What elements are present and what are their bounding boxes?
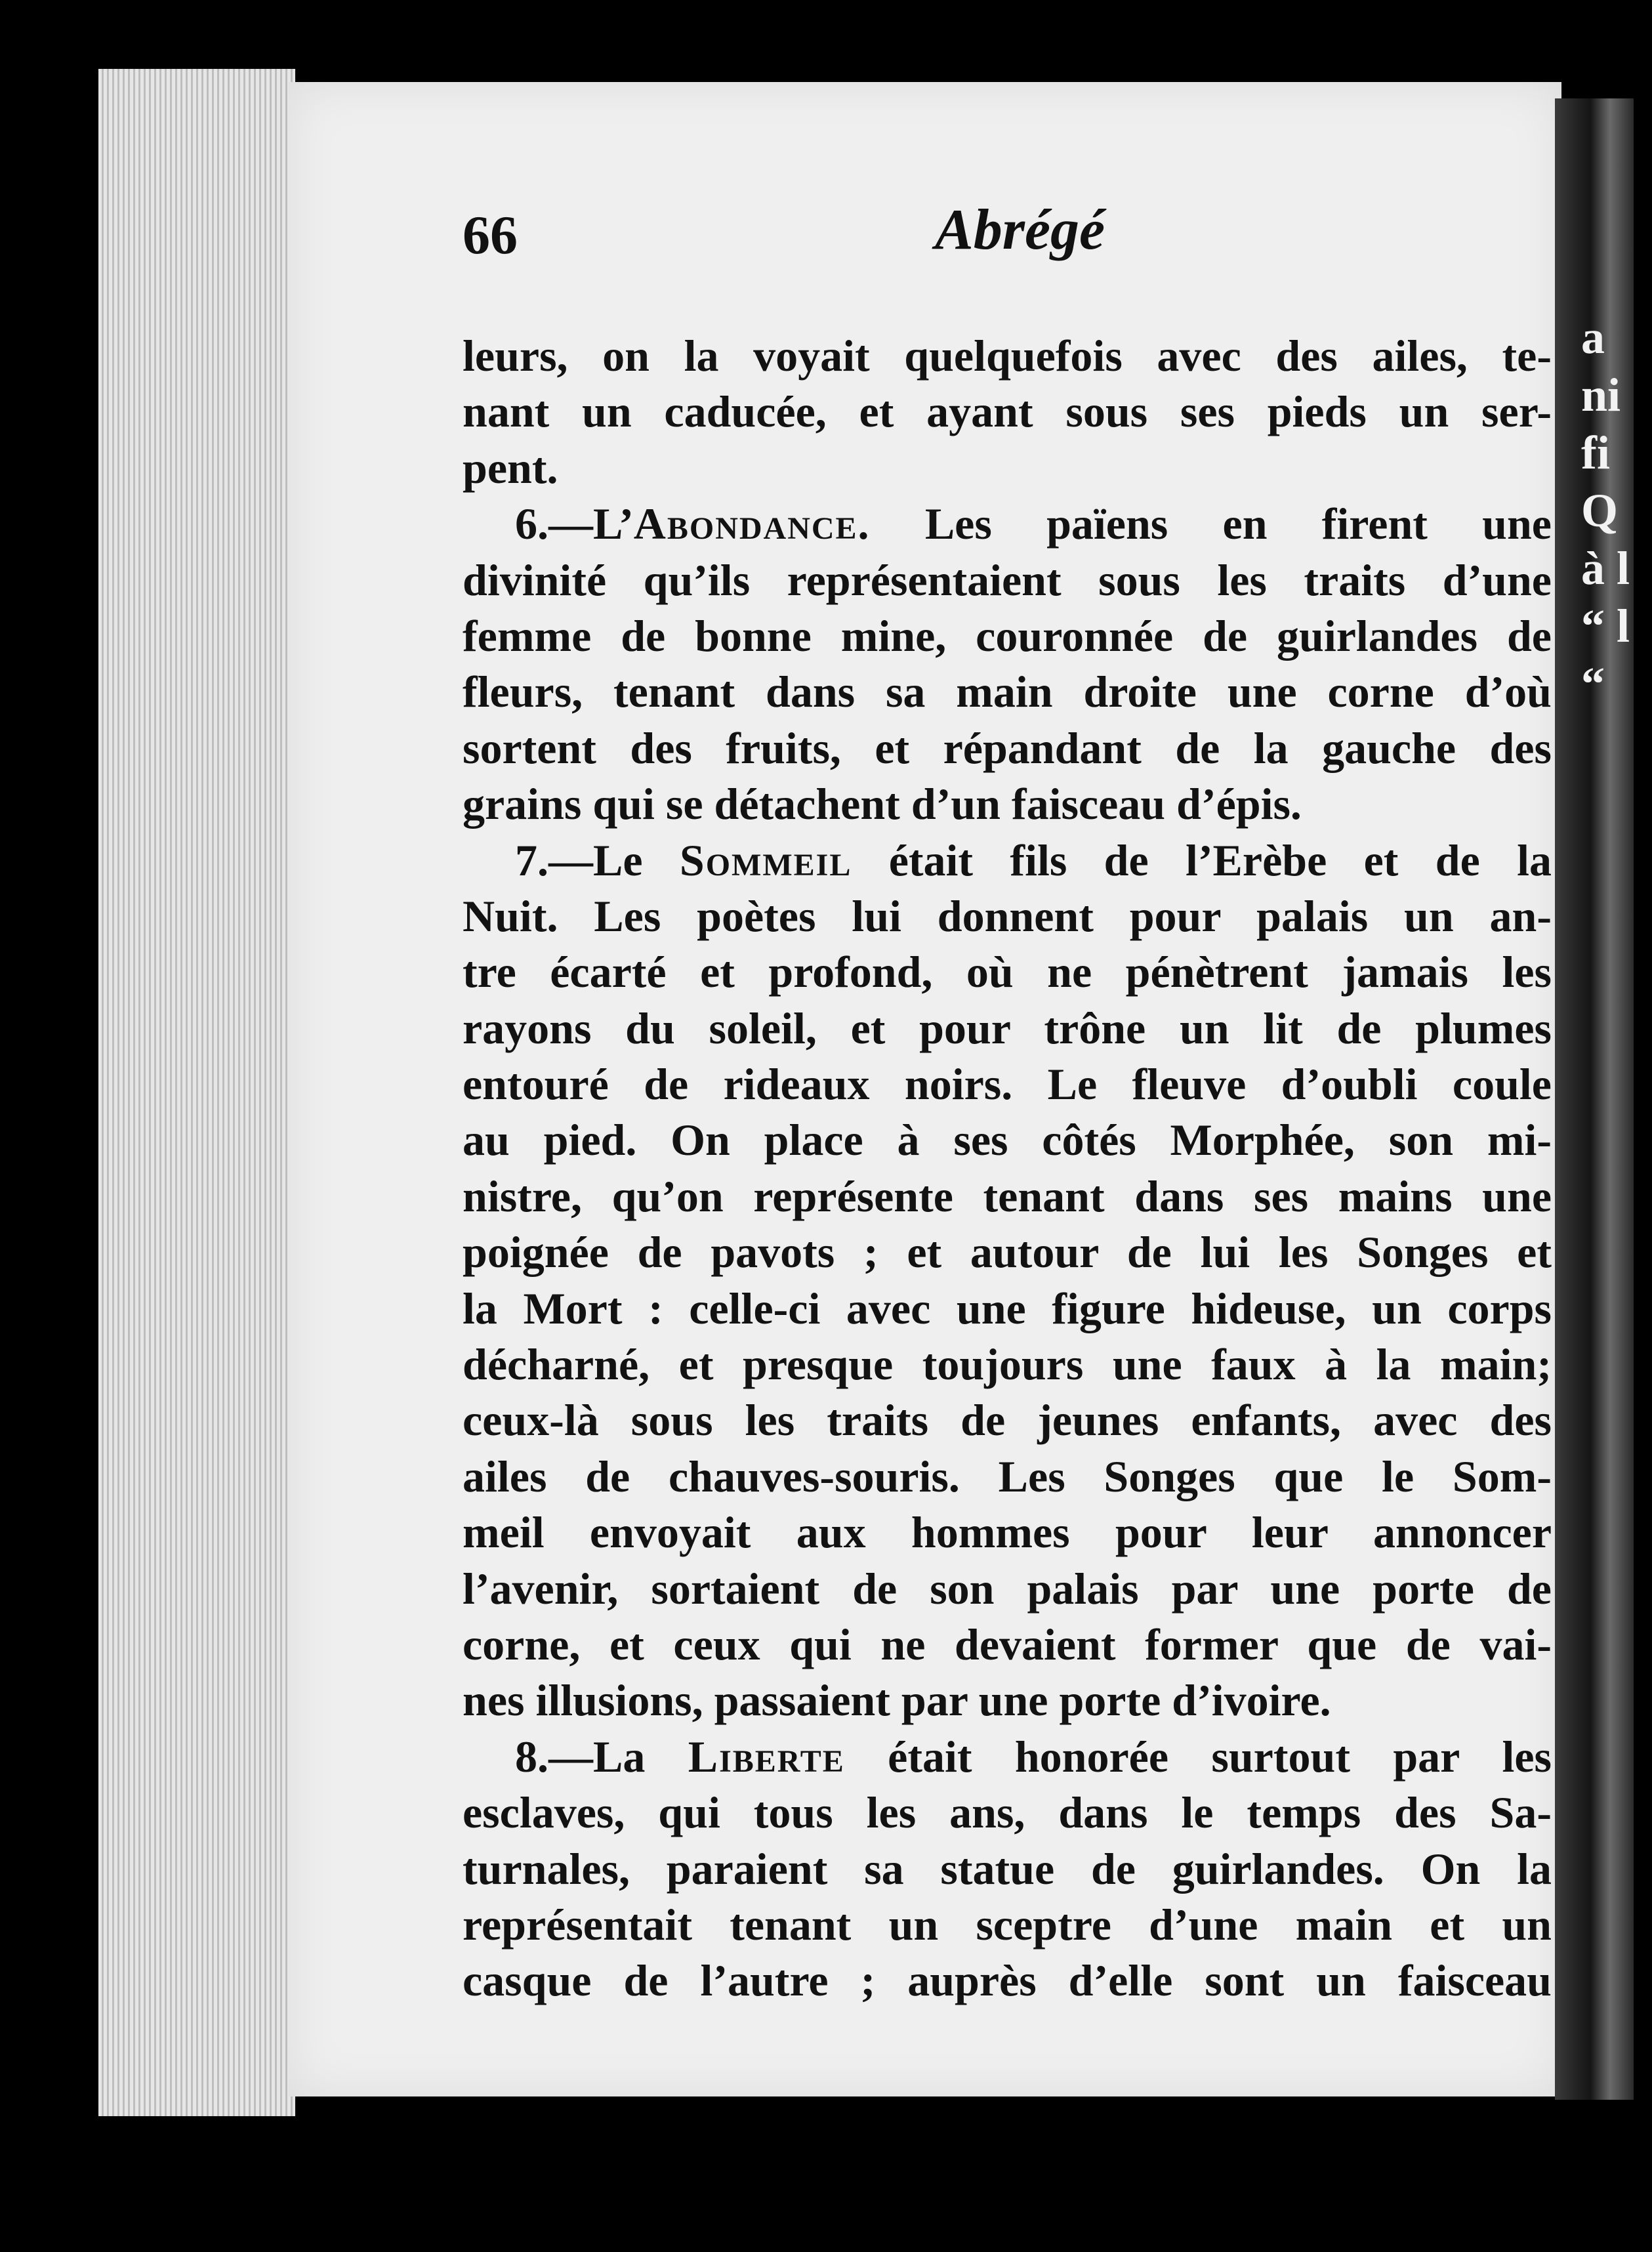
text-line: corne, et ceux qui ne devaient former que de vai-	[463, 1619, 1552, 1669]
text-line: poignée de pavots ; et autour de lui les Songes et	[463, 1227, 1552, 1278]
text-line: leurs, on la voyait quelquefois avec des ailes, te-	[463, 331, 1552, 381]
text-line: représentait tenant un sceptre d’une main et un	[463, 1899, 1552, 1950]
text-segment: Les païens en firent une	[870, 499, 1552, 549]
text-line: ailes de chauves-souris. Les Songes que le Som-	[463, 1451, 1552, 1501]
text-line: entouré de rideaux noirs. Le fleuve d’oubli coule	[463, 1059, 1552, 1110]
text-line: rayons du soleil, et pour trône un lit de plumes	[463, 1003, 1552, 1053]
text-line: turnales, paraient sa statue de guirlandes. On la	[463, 1843, 1552, 1894]
page-edges	[98, 69, 295, 2116]
page-number: 66	[463, 205, 518, 266]
text-line	[463, 833, 1552, 888]
text-line: divinité qu’ils représentaient sous les traits d’une	[463, 554, 1552, 605]
body-text	[463, 328, 1552, 2009]
text-segment: 6.—L’	[515, 499, 634, 549]
text-line: casque de l’autre ; auprès d’elle sont un faisceau	[463, 1955, 1552, 2006]
text-line: la Mort : celle-ci avec une figure hideuse, un corps	[463, 1283, 1552, 1333]
text-segment: 7.—Le	[515, 835, 680, 885]
text-line: pent.	[463, 442, 558, 493]
next-page-fragment: a ni fi Q à l “ l “	[1581, 311, 1630, 710]
text-line: fleurs, tenant dans sa main droite une corne d’où	[463, 667, 1552, 717]
text-line: décharné, et presque toujours une faux à la main;	[463, 1339, 1552, 1390]
text-segment: 8.—La	[515, 1731, 688, 1782]
section-heading: Liberte	[688, 1731, 845, 1782]
text-line: esclaves, qui tous les ans, dans le temps des Sa-	[463, 1787, 1552, 1838]
section-heading: Sommeil	[679, 835, 852, 885]
text-line: nes illusions, passaient par une porte d’ivoire.	[463, 1675, 1331, 1726]
text-line: grains qui se détachent d’un faisceau d’épis.	[463, 779, 1302, 829]
text-segment: était honorée surtout par les	[844, 1731, 1552, 1782]
text-segment: était fils de l’Erèbe et de la	[852, 835, 1552, 885]
text-line: meil envoyait aux hommes pour leur annoncer	[463, 1507, 1552, 1558]
text-line: tre écarté et profond, où ne pénètrent jamais les	[463, 947, 1552, 997]
text-line: sortent des fruits, et répandant de la gauche des	[463, 722, 1552, 773]
section-heading: Abondance.	[633, 499, 871, 549]
text-line: femme de bonne mine, couronnée de guirlandes de	[463, 610, 1552, 661]
text-line: nistre, qu’on représente tenant dans ses mains une	[463, 1171, 1552, 1221]
text-line: ceux-là sous les traits de jeunes enfants, avec des	[463, 1395, 1552, 1446]
text-line: l’avenir, sortaient de son palais par une porte de	[463, 1563, 1552, 1614]
text-line: au pied. On place à ses côtés Morphée, son mi-	[463, 1115, 1552, 1165]
page-header	[463, 197, 1538, 289]
text-line	[463, 1729, 1552, 1785]
text-line	[463, 496, 1552, 552]
text-line: Nuit. Les poètes lui donnent pour palais un an-	[463, 890, 1552, 941]
running-title: Abrégé	[935, 198, 1105, 262]
text-line: nant un caducée, et ayant sous ses pieds un ser-	[463, 386, 1552, 437]
